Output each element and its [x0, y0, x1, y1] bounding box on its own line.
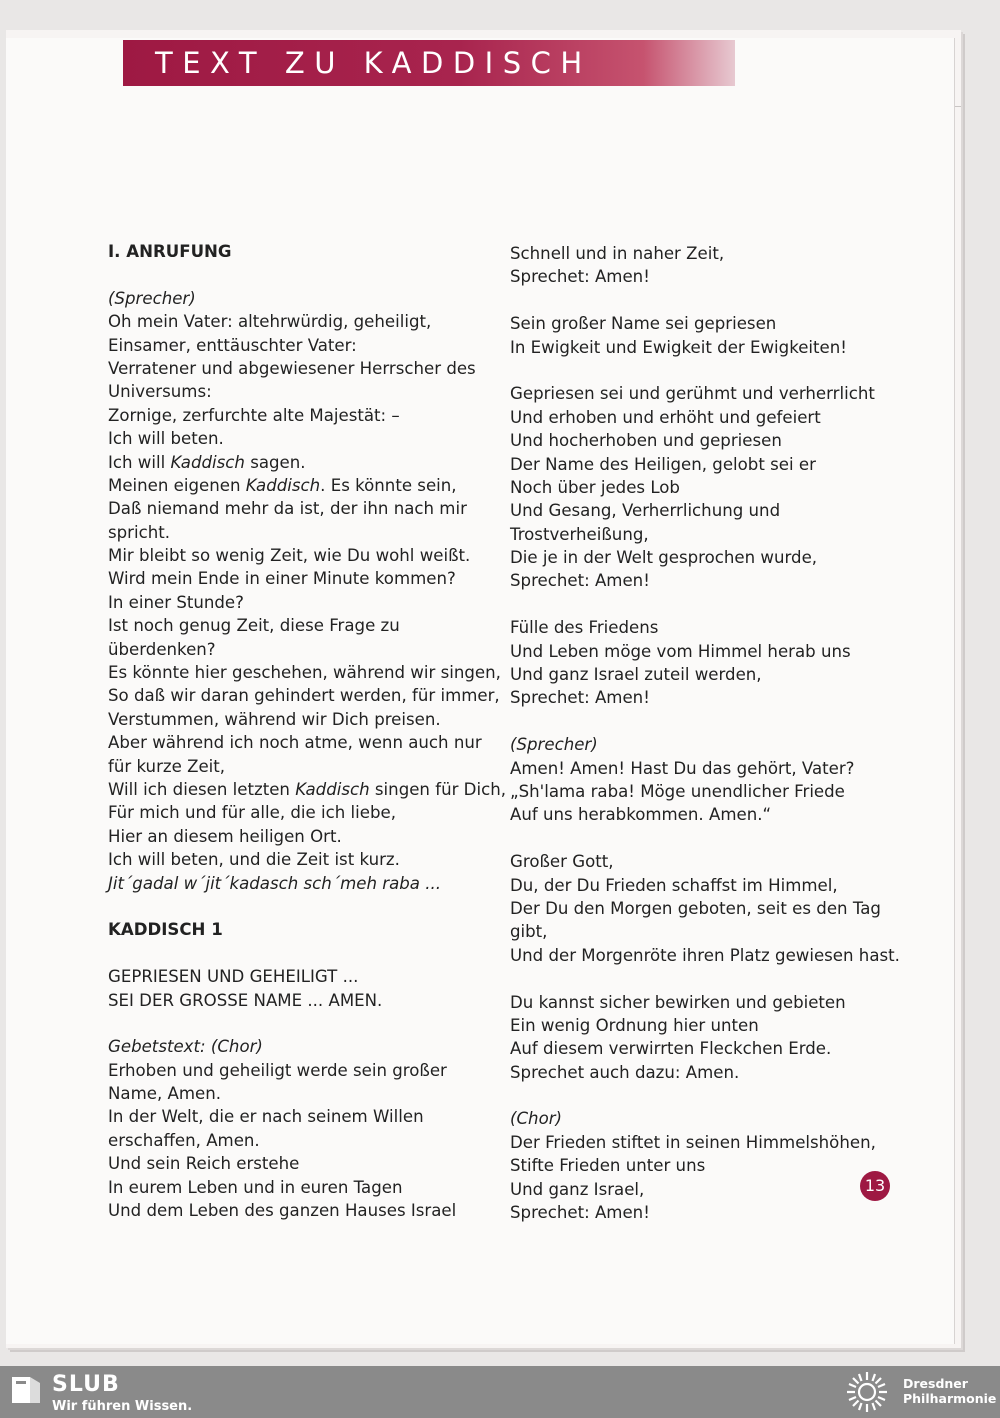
text-line: (Chor) — [510, 1109, 563, 1129]
text-line: In Ewigkeit und Ewigkeit der Ewigkeiten! — [510, 337, 847, 357]
text-line: Und dem Leben des ganzen Hauses Israel — [108, 1201, 457, 1221]
text-line: Trostverheißung, — [510, 524, 649, 544]
left-text-column — [108, 240, 506, 1222]
text-line: Der Du den Morgen geboten, seit es den Tag — [510, 898, 881, 918]
text-line: Mir bleibt so wenig Zeit, wie Du wohl weißt. — [108, 546, 471, 566]
paragraph-gap — [510, 593, 910, 616]
text-segment: Will ich diesen letzten — [108, 779, 296, 799]
header-bar — [123, 40, 735, 86]
text-line: „Sh'lama raba! Möge unendlicher Friede — [510, 781, 845, 801]
text-line: Und hocherhoben und gepriesen — [510, 431, 782, 451]
footer-bar — [0, 1366, 1000, 1418]
text-line — [108, 451, 503, 474]
text-line: Erhoben und geheiligt werde sein großer — [108, 1060, 447, 1080]
text-line: GEPRIESEN UND GEHEILIGT ... — [108, 967, 359, 987]
text-line: überdenken? — [108, 639, 216, 659]
text-line: Amen! Amen! Hast Du das gehört, Vater? — [510, 758, 855, 778]
paragraph-gap — [510, 359, 910, 382]
text-segment: Meinen eigenen — [108, 475, 246, 495]
text-line: Hier an diesem heiligen Ort. — [108, 826, 342, 846]
text-segment: . Es könnte sein, — [320, 475, 457, 495]
text-line: Ich will beten, und die Zeit ist kurz. — [108, 850, 400, 870]
text-segment: Ich will — [108, 452, 171, 472]
text-line: Der Frieden stiftet in seinen Himmelshöhen, — [510, 1132, 876, 1152]
text-line: Daß niemand mehr da ist, der ihn nach mir — [108, 499, 467, 519]
paragraph-gap — [108, 1012, 503, 1035]
text-line: Noch über jedes Lob — [510, 477, 680, 497]
text-line: Für mich und für alle, die ich liebe, — [108, 803, 396, 823]
text-line: Name, Amen. — [108, 1084, 222, 1104]
text-line: Und ganz Israel zuteil werden, — [510, 665, 762, 685]
paragraph-gap — [510, 289, 910, 312]
text-segment: sagen. — [244, 452, 306, 472]
text-line: Und sein Reich erstehe — [108, 1154, 300, 1174]
text-line: Ich will beten. — [108, 429, 224, 449]
philharmonie-logo-icon — [842, 1369, 892, 1415]
section-heading: KADDISCH 1 — [108, 920, 223, 940]
text-line: Zornige, zerfurchte alte Majestät: – — [108, 405, 400, 425]
philharmonie-name — [903, 1376, 996, 1406]
text-line: Schnell und in naher Zeit, — [510, 244, 725, 263]
text-line — [108, 778, 506, 801]
text-line: Sprechet: Amen! — [510, 688, 650, 708]
page-number-badge: 13 — [860, 1171, 890, 1201]
paragraph-gap — [108, 263, 503, 286]
text-line: Großer Gott, — [510, 852, 614, 872]
text-line: Gebetstext: (Chor) — [108, 1037, 263, 1057]
paragraph-gap — [510, 1084, 910, 1107]
text-line: Auf diesem verwirrten Fleckchen Erde. — [510, 1039, 832, 1059]
paragraph-gap — [510, 710, 910, 733]
text-line: In einer Stunde? — [108, 592, 244, 612]
slub-logo-icon — [10, 1373, 42, 1405]
text-line: für kurze Zeit, — [108, 756, 226, 776]
text-line: Und Leben möge vom Himmel herab uns — [510, 641, 851, 661]
text-line: spricht. — [108, 522, 171, 542]
text-line: Es könnte hier geschehen, während wir singen, — [108, 663, 501, 683]
text-line: (Sprecher) — [108, 288, 196, 308]
text-line — [108, 474, 503, 497]
philharmonie-line-1: Dresdner — [903, 1376, 968, 1391]
text-line: Fülle des Friedens — [510, 618, 659, 638]
page-title: TEXT ZU KADDISCH — [155, 46, 592, 80]
paragraph-gap — [108, 895, 503, 918]
text-line: Du, der Du Frieden schaffst im Himmel, — [510, 875, 838, 895]
paragraph-gap — [510, 827, 910, 850]
slub-name: SLUB — [52, 1372, 120, 1397]
text-line: Stifte Frieden unter uns — [510, 1156, 706, 1176]
text-line: Und der Morgenröte ihren Platz gewiesen hast. — [510, 945, 900, 965]
text-line: Die je in der Welt gesprochen wurde, — [510, 548, 818, 568]
text-line: Verstummen, während wir Dich preisen. — [108, 709, 441, 729]
text-segment: singen für Dich, — [369, 779, 506, 799]
text-line: SEI DER GROSSE NAME ... AMEN. — [108, 990, 383, 1010]
text-line: Sein großer Name sei gepriesen — [510, 314, 777, 334]
text-line: Sprechet auch dazu: Amen. — [510, 1062, 740, 1082]
text-line: Der Name des Heiligen, gelobt sei er — [510, 454, 816, 474]
text-line: Jit´gadal w´jit´kadasch sch´meh raba ... — [108, 873, 442, 893]
text-line: Sprechet: Amen! — [510, 1203, 650, 1223]
text-line: Wird mein Ende in einer Minute kommen? — [108, 569, 456, 589]
text-line: Auf uns herabkommen. Amen.“ — [510, 805, 772, 825]
section-heading: I. ANRUFUNG — [108, 242, 232, 261]
right-text-column — [510, 242, 910, 1224]
text-line: So daß wir daran gehindert werden, für immer, — [108, 686, 500, 706]
text-line: erschaffen, Amen. — [108, 1130, 260, 1150]
philharmonie-line-2: Philharmonie — [903, 1391, 997, 1406]
paragraph-gap — [108, 942, 503, 965]
paragraph-gap — [510, 967, 910, 990]
text-line: In der Welt, die er nach seinem Willen — [108, 1107, 424, 1127]
text-line: Ein wenig Ordnung hier unten — [510, 1015, 759, 1035]
text-line: Du kannst sicher bewirken und gebieten — [510, 992, 846, 1012]
text-line: Sprechet: Amen! — [510, 267, 650, 287]
text-line: Ist noch genug Zeit, diese Frage zu — [108, 616, 400, 636]
italic-word: Kaddisch — [170, 452, 245, 472]
text-line: Und erhoben und erhöht und gefeiert — [510, 407, 821, 427]
text-line: In eurem Leben und in euren Tagen — [108, 1177, 403, 1197]
text-line: Sprechet: Amen! — [510, 571, 650, 591]
text-line: (Sprecher) — [510, 735, 598, 755]
text-line: Und ganz Israel, — [510, 1179, 645, 1199]
slub-tagline: Wir führen Wissen. — [52, 1399, 193, 1414]
text-line: gibt, — [510, 922, 548, 942]
text-line: Gepriesen sei und gerühmt und verherrlicht — [510, 384, 875, 404]
text-line: Und Gesang, Verherrlichung und — [510, 501, 781, 521]
text-line: Verratener und abgewiesener Herrscher des — [108, 358, 476, 378]
text-line: Universums: — [108, 382, 212, 402]
italic-word: Kaddisch — [295, 779, 370, 799]
italic-word: Kaddisch — [245, 475, 321, 495]
text-line: Oh mein Vater: altehrwürdig, geheiligt, — [108, 312, 432, 332]
text-line: Einsamer, enttäuschter Vater: — [108, 335, 357, 355]
text-line: Aber während ich noch atme, wenn auch nur — [108, 733, 482, 753]
